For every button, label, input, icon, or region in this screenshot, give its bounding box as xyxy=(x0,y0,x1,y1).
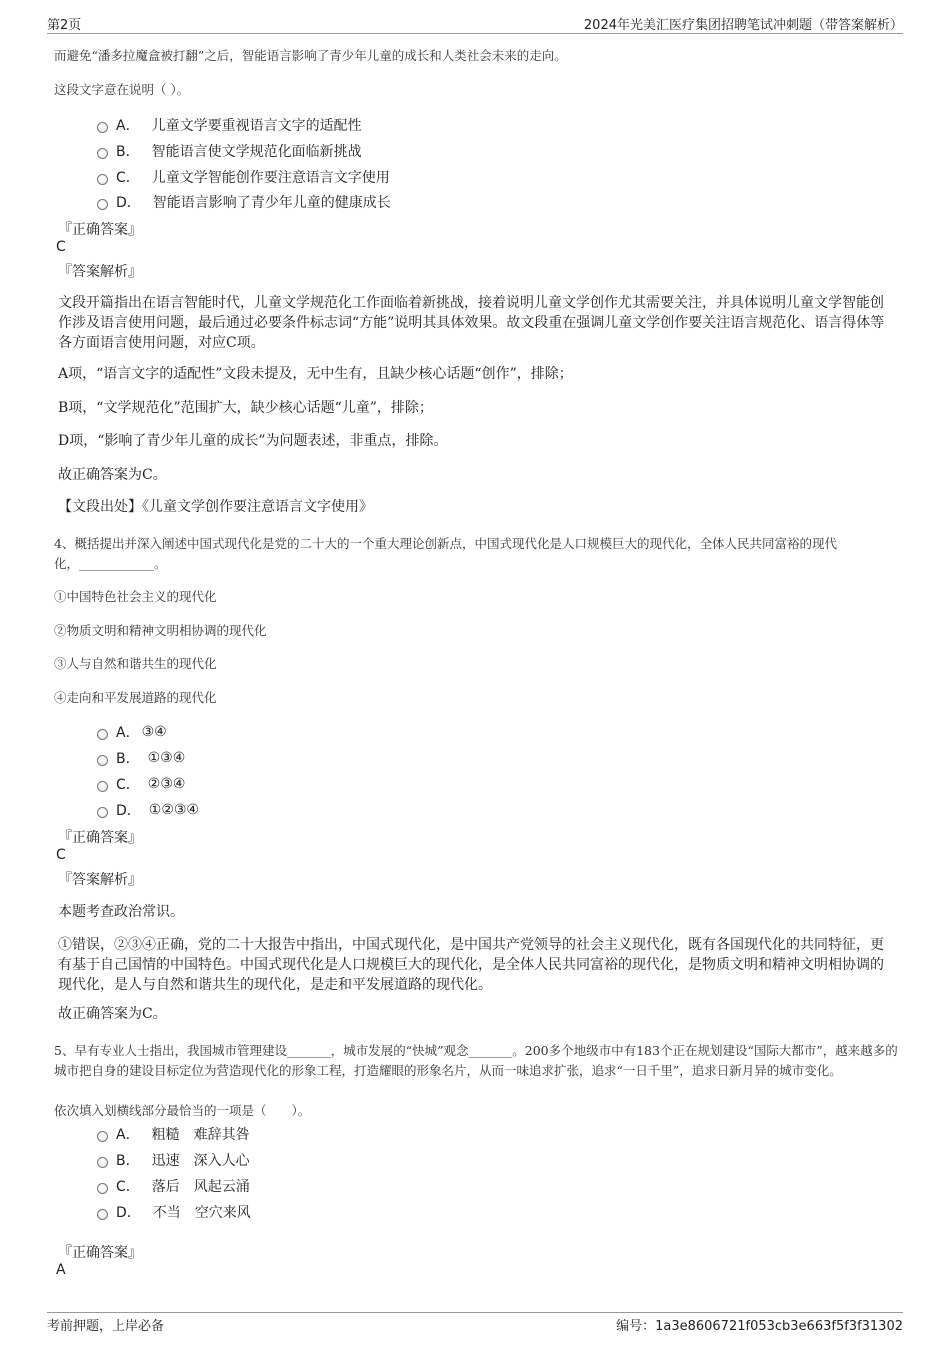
q5-option-c[interactable]: C． 落后 风起云涌 xyxy=(97,1176,250,1196)
q3-source: 【文段出处】《儿童文学创作要注意语言文字使用》 xyxy=(58,499,373,515)
q4-answer: C xyxy=(56,847,66,863)
page-header xyxy=(47,12,903,34)
radio-icon[interactable] xyxy=(97,1209,108,1220)
q4-stem-line-1: 4、概括提出并深入阐述中国式现代化是党的二十大的一个重大理论创新点，中国式现代化是人口规模巨大的现代化，全体人民共同富裕的现代 xyxy=(54,536,837,551)
q4-answer-heading: 『正确答案』 xyxy=(58,830,142,846)
q3-option-b[interactable]: B． 智能语言使文学规范化面临新挑战 xyxy=(97,141,362,161)
q4-analysis-heading: 『答案解析』 xyxy=(58,872,142,888)
document-title: 2024年光美汇医疗集团招聘笔试冲刺题（带答案解析） xyxy=(583,18,903,33)
q3-analysis-heading: 『答案解析』 xyxy=(58,264,142,280)
radio-icon[interactable] xyxy=(97,781,108,792)
q3-option-d[interactable]: D． 智能语言影响了青少年儿童的健康成长 xyxy=(97,192,391,212)
q3-stem: 这段文字意在说明（ ）。 xyxy=(54,82,190,97)
q5-answer-heading: 『正确答案』 xyxy=(58,1245,142,1261)
radio-icon[interactable] xyxy=(97,199,108,210)
radio-icon[interactable] xyxy=(97,122,108,133)
q5-option-a[interactable]: A． 粗糙 难辞其咎 xyxy=(97,1124,250,1144)
document-code: 编号：1a3e8606721f053cb3e663f5f3f31302 xyxy=(616,1319,903,1334)
q4-option-d[interactable]: D． ①②③④ xyxy=(97,800,199,820)
q4-analysis-intro: 本题考查政治常识。 xyxy=(58,904,184,920)
q4-option-c[interactable]: C． ②③④ xyxy=(97,774,185,794)
q3-passage-tail: 而避免“潘多拉魔盒被打翻”之后，智能语言影响了青少年儿童的成长和人类社会未来的走向。 xyxy=(54,48,567,63)
page-number: 第2页 xyxy=(47,18,82,33)
radio-icon[interactable] xyxy=(97,174,108,185)
radio-icon[interactable] xyxy=(97,1183,108,1194)
radio-icon[interactable] xyxy=(97,1131,108,1142)
q5-ask: 依次填入划横线部分最恰当的一项是（ ）。 xyxy=(54,1103,311,1118)
q3-analysis-option-d: D项，“影响了青少年儿童的成长”为问题表述，非重点，排除。 xyxy=(58,433,448,449)
q3-option-a[interactable]: A． 儿童文学要重视语言文字的适配性 xyxy=(97,115,362,135)
q5-stem: 5、早有专业人士指出，我国城市管理建设_______，城市发展的“快城”观念_______。200多个地级市中有183个正在规划建设“国际大都市”，越来越多的城市把自身的建设目标定位为营造现代化的形象工程，打造耀眼的形象名片，从而一味追求扩张，追求“一日千里”，追求日新月异的城市变化。 xyxy=(54,1043,898,1078)
q4-item-3: ③人与自然和谐共生的现代化 xyxy=(54,656,217,671)
q4-item-1: ①中国特色社会主义的现代化 xyxy=(54,589,217,604)
q3-conclusion: 故正确答案为C。 xyxy=(58,467,167,483)
radio-icon[interactable] xyxy=(97,807,108,818)
radio-icon[interactable] xyxy=(97,729,108,740)
q3-option-c[interactable]: C． 儿童文学智能创作要注意语言文字使用 xyxy=(97,167,390,187)
radio-icon[interactable] xyxy=(97,1157,108,1168)
q3-analysis-option-a: A项，“语言文字的适配性”文段未提及，无中生有，且缺少核心话题“创作”，排除； xyxy=(58,366,573,382)
q3-analysis-paragraph: 文段开篇指出在语言智能时代，儿童文学规范化工作面临着新挑战，接着说明儿童文学创作尤其需要关注，并具体说明儿童文学智能创作涉及语言使用问题，最后通过必要条件标志词“方能”说明其具体效果。故文段重在强调儿童文学创作要关注语言规范化、语言得体等各方面语言使用问题，对应C项。 xyxy=(58,295,885,351)
q4-option-b[interactable]: B． ①③④ xyxy=(97,748,185,768)
q5-answer: A xyxy=(56,1262,66,1278)
q5-option-d[interactable]: D． 不当 空穴来风 xyxy=(97,1202,251,1222)
q4-stem-line-2: 化，____________。 xyxy=(54,556,167,571)
q3-answer-heading: 『正确答案』 xyxy=(58,222,142,238)
footer-slogan: 考前押题，上岸必备 xyxy=(47,1319,165,1334)
radio-icon[interactable] xyxy=(97,148,108,159)
q3-answer: C xyxy=(56,239,66,255)
q4-conclusion: 故正确答案为C。 xyxy=(58,1006,167,1022)
q5-option-b[interactable]: B． 迅速 深入人心 xyxy=(97,1150,250,1170)
radio-icon[interactable] xyxy=(97,755,108,766)
q4-analysis-paragraph: ①错误，②③④正确，党的二十大报告中指出，中国式现代化，是中国共产党领导的社会主义现代化，既有各国现代化的共同特征，更有基于自己国情的中国特色。中国式现代化是人口规模巨大的现代化，是全体人民共同富裕的现代化，是物质文明和精神文明相协调的现代化，是人与自然和谐共生的现代化，是走和平发展道路的现代化。 xyxy=(58,937,884,993)
q4-item-4: ④走向和平发展道路的现代化 xyxy=(54,690,217,705)
q4-item-2: ②物质文明和精神文明相协调的现代化 xyxy=(54,623,267,638)
q4-option-a[interactable]: A． ③④ xyxy=(97,722,167,742)
page-footer xyxy=(47,1312,903,1337)
q3-analysis-option-b: B项，“文学规范化”范围扩大，缺少核心话题“儿童”，排除； xyxy=(58,400,433,416)
